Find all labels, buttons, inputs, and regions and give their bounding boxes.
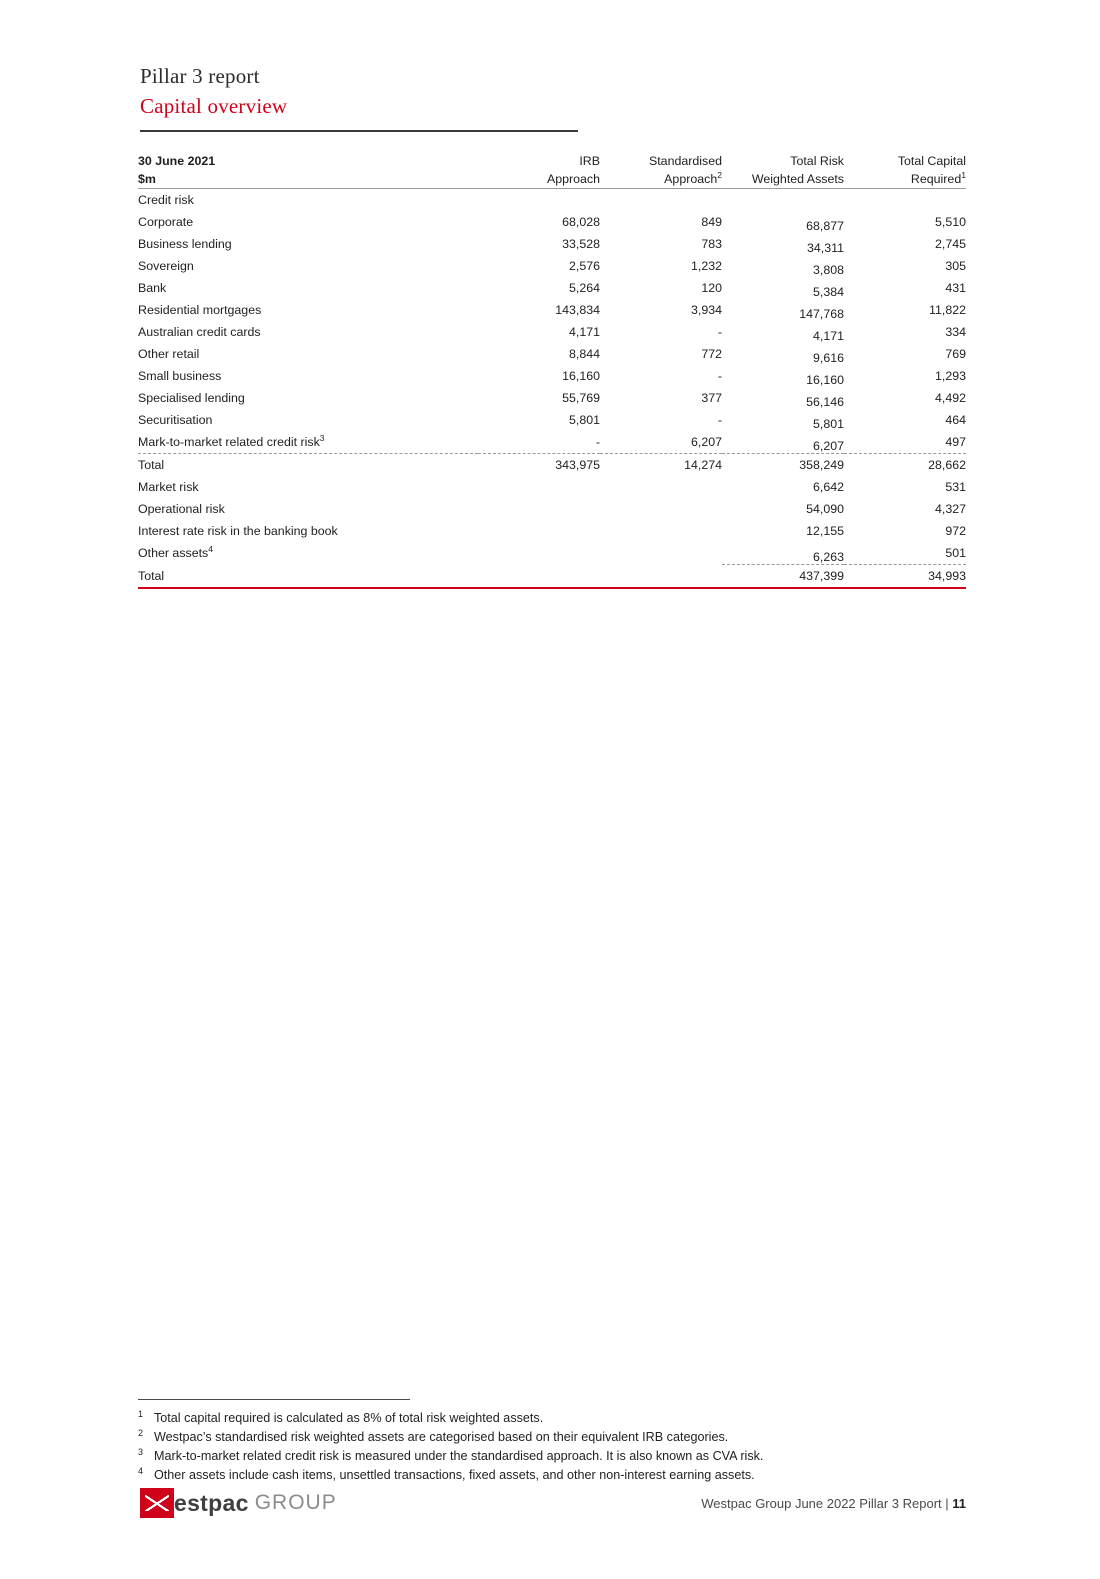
cell-total-rwa: 147,768 [799, 307, 844, 321]
column-header-total-rwa: Total Risk Weighted Assets [751, 154, 844, 186]
cell-irb: 68,028 [562, 215, 600, 229]
table-row [138, 299, 966, 321]
row-label: Other assets$^4$ [138, 543, 214, 560]
footnote-ref-3: 3 [319, 432, 325, 443]
cell-standardised: 783 [701, 237, 722, 251]
row-label: Small business [138, 369, 222, 383]
column-header-total-capital: Total Capital Required$^1$ [897, 154, 966, 186]
cell-total-rwa: 54,090 [806, 502, 844, 516]
footer-text: Westpac Group June 2022 Pillar 3 Report | [701, 1496, 953, 1511]
footnote-divider [138, 1399, 410, 1400]
row-label: Mark-to-market related credit risk$^3$ [138, 431, 478, 454]
table-row [138, 343, 966, 365]
cell-total-rwa: 6,642 [812, 480, 844, 494]
cell-irb [478, 498, 600, 520]
row-label: Total [138, 458, 165, 472]
cell-total-rwa: 3,808 [812, 263, 844, 277]
cell-standardised: 14,274 [684, 458, 722, 472]
row-label: Credit risk [138, 189, 478, 212]
row-label: Total [138, 565, 478, 589]
cell-total-capital: 4,492 [934, 391, 966, 405]
table-row [138, 233, 966, 255]
footnote-ref-4: 4 [208, 543, 214, 554]
westpac-w-icon [140, 1488, 174, 1518]
cell-irb [478, 520, 600, 542]
row-label: Interest rate risk in the banking book [138, 524, 338, 538]
column-header-date: 30 June 2021 $m [138, 154, 216, 186]
page-title: Pillar 3 report [140, 64, 260, 88]
footnote-item: 2 Westpac’s standardised risk weighted assets are categorised based on their equivalent IRB categories. [138, 1427, 729, 1444]
footnote-ref-2: 2 [717, 169, 722, 180]
cell-total-capital: 305 [945, 259, 966, 273]
table-row [138, 321, 966, 343]
row-label: Residential mortgages [138, 303, 262, 317]
document-header [140, 62, 580, 121]
cell-total-capital: 28,662 [928, 458, 966, 472]
table-row [138, 476, 966, 498]
cell-total-rwa: 9,616 [812, 351, 844, 365]
table-row [138, 498, 966, 520]
cell-total-rwa: 5,801 [812, 417, 844, 431]
row-label: Business lending [138, 237, 232, 251]
cell-irb [478, 565, 600, 589]
column-header-irb: IRB Approach [546, 154, 600, 186]
cell-total-rwa: 56,146 [806, 395, 844, 409]
cell-total-capital: 5,510 [934, 215, 966, 229]
cell-standardised [600, 542, 722, 565]
table-row [138, 542, 966, 565]
cell-standardised: 1,232 [690, 259, 722, 273]
cell-irb: 143,834 [555, 303, 600, 317]
table-row [138, 189, 966, 212]
cell-irb: 55,769 [562, 391, 600, 405]
cell-total-capital: 4,327 [934, 502, 966, 516]
cell-standardised: 120 [701, 281, 722, 295]
cell-total-rwa: 437,399 [722, 565, 844, 589]
cell-standardised: 849 [701, 215, 722, 229]
cell-total-capital: 497 [844, 431, 966, 454]
table-row [138, 431, 966, 454]
table-row [138, 365, 966, 387]
cell-total-rwa: 34,311 [807, 241, 844, 255]
cell-total-capital: 769 [945, 347, 966, 361]
cell-total-rwa: 16,160 [806, 373, 844, 387]
cell-total-rwa [722, 189, 844, 212]
row-label: Corporate [138, 215, 194, 229]
table-header [138, 152, 966, 189]
table-row [138, 211, 966, 233]
cell-standardised: - [717, 325, 722, 339]
cell-total-rwa: 68,877 [806, 219, 844, 233]
table-row [138, 277, 966, 299]
capital-overview-table [138, 152, 966, 589]
row-label: Sovereign [138, 259, 194, 273]
cell-standardised: 772 [701, 347, 722, 361]
cell-irb [478, 542, 600, 565]
footer-caption [701, 1496, 966, 1511]
footnote-text: Total capital required is calculated as 8% of total risk weighted assets. [154, 1411, 544, 1425]
table-body [138, 189, 966, 589]
table-row [138, 255, 966, 277]
page-number: 11 [952, 1496, 966, 1511]
row-label: Other retail [138, 347, 200, 361]
cell-standardised [600, 565, 722, 589]
cell-total-rwa: 358,249 [799, 458, 844, 472]
cell-standardised [600, 498, 722, 520]
logo-secondary-text: GROUP [254, 1491, 337, 1514]
footnote-text: Westpac’s standardised risk weighted assets are categorised based on their equivalent IRB categories. [154, 1430, 729, 1444]
cell-irb: 4,171 [568, 325, 600, 339]
cell-total-capital: 972 [945, 524, 966, 538]
cell-irb: 16,160 [562, 369, 600, 383]
cell-total-capital: 464 [945, 413, 966, 427]
cell-standardised [600, 189, 722, 212]
footnote-item: 1 Total capital required is calculated as 8% of total risk weighted assets. [138, 1408, 544, 1425]
page-subtitle: Capital overview [140, 94, 288, 119]
row-label: Market risk [138, 480, 199, 494]
cell-irb: 5,264 [568, 281, 600, 295]
cell-total-rwa: 4,171 [812, 329, 844, 343]
footnote-text: Other assets include cash items, unsettled transactions, fixed assets, and other non-interest earning assets. [154, 1468, 755, 1482]
row-label: Operational risk [138, 502, 225, 516]
westpac-group-logo [140, 1488, 337, 1518]
row-label: Bank [138, 281, 167, 295]
cell-total-capital: 501 [844, 542, 966, 565]
cell-irb: 343,975 [555, 458, 600, 472]
column-header-standardised: Standardised Approach$^2$ [648, 154, 722, 186]
table-row [138, 387, 966, 409]
cell-irb: - [478, 431, 600, 454]
table-row [138, 409, 966, 431]
cell-standardised: 6,207 [600, 431, 722, 454]
cell-total-rwa: 6,263 [722, 542, 844, 565]
cell-total-capital: 2,745 [934, 237, 966, 251]
footnote-ref-1: 1 [961, 169, 966, 180]
cell-irb: 33,528 [562, 237, 600, 251]
table-row-total [138, 565, 966, 589]
table-row [138, 520, 966, 542]
cell-standardised: 377 [701, 391, 722, 405]
row-label: Securitisation [138, 413, 213, 427]
footnote-item: 3 Mark-to-market related credit risk is measured under the standardised approach. It is also known as CVA risk. [138, 1446, 764, 1463]
cell-total-capital: 1,293 [934, 369, 966, 383]
cell-irb [478, 189, 600, 212]
cell-total-rwa: 5,384 [812, 285, 844, 299]
cell-total-rwa: 6,207 [722, 431, 844, 454]
cell-total-capital: 531 [945, 480, 966, 494]
cell-standardised: - [717, 369, 722, 383]
cell-irb: 5,801 [568, 413, 600, 427]
footnote-text: Mark-to-market related credit risk is measured under the standardised approach. It is also known as CVA risk. [154, 1449, 764, 1463]
cell-standardised: - [717, 413, 722, 427]
cell-standardised [600, 520, 722, 542]
cell-total-capital: 11,822 [929, 303, 966, 317]
row-label: Specialised lending [138, 391, 245, 405]
cell-standardised: 3,934 [690, 303, 722, 317]
cell-standardised [600, 476, 722, 498]
header-divider [140, 130, 578, 132]
cell-irb: 2,576 [568, 259, 600, 273]
cell-total-capital [844, 189, 966, 212]
cell-irb [478, 476, 600, 498]
footnote-item: 4 Other assets include cash items, unsettled transactions, fixed assets, and other non-interest earning assets. [138, 1465, 755, 1482]
cell-irb: 8,844 [568, 347, 600, 361]
cell-total-rwa: 12,155 [806, 524, 844, 538]
cell-total-capital: 34,993 [844, 565, 966, 589]
cell-total-capital: 334 [945, 325, 966, 339]
row-label: Australian credit cards [138, 325, 261, 339]
footnotes [138, 1409, 938, 1485]
cell-total-capital: 431 [945, 281, 966, 295]
logo-primary-text: estpac [174, 1489, 249, 1516]
